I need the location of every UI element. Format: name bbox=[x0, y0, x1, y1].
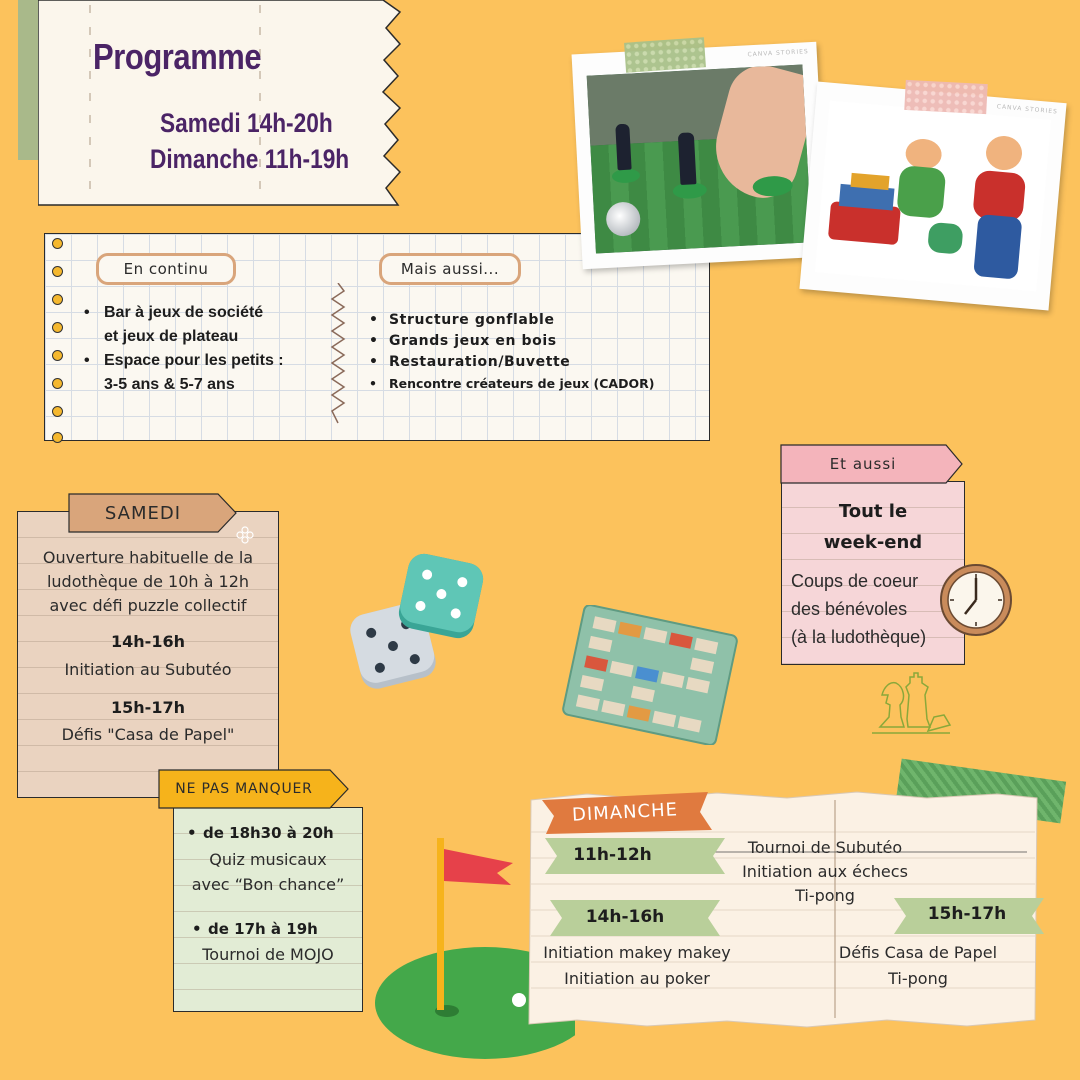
binder-holes bbox=[52, 236, 64, 441]
photo-cartoon bbox=[799, 82, 1066, 311]
sunday-tag bbox=[554, 789, 696, 834]
also-tag bbox=[379, 253, 521, 285]
washi-tape-pink bbox=[904, 80, 987, 114]
saturday-tag bbox=[68, 493, 218, 533]
list-item: • Structure gonflable bbox=[367, 310, 697, 331]
dont-miss-item-1 bbox=[185, 822, 360, 844]
photo-watermark: CANVA STORIES bbox=[996, 103, 1059, 116]
washi-tape-green bbox=[624, 37, 706, 73]
dont-miss-item-2 bbox=[190, 918, 360, 940]
continuous-list bbox=[82, 301, 332, 397]
photo-watermark: CANVA STORIES bbox=[747, 48, 809, 59]
list-item: • de 18h30 à 20h bbox=[185, 822, 360, 844]
dont-miss-tag bbox=[158, 769, 330, 809]
sunday-time-2: 14h-16h bbox=[585, 907, 665, 927]
also-list bbox=[367, 310, 697, 394]
saturday-activity-1: Initiation au Subutéo bbox=[64, 660, 232, 679]
list-item: • Rencontre créateurs de jeux (CADOR) bbox=[367, 373, 697, 394]
chess-pieces-icon bbox=[870, 665, 952, 737]
weekend-lines: Coups de coeur des bénévoles (à la ludothèque) bbox=[791, 571, 927, 647]
weekend-heading: Tout le week-end bbox=[823, 501, 923, 553]
sunday-time-1: 11h-12h bbox=[573, 845, 652, 865]
dont-miss-item-2-desc: Tournoi de MOJO bbox=[202, 945, 334, 964]
board-game-icon bbox=[560, 605, 740, 745]
dont-miss-item-1-desc: Quiz musicaux avec “Bon chance” bbox=[191, 850, 345, 894]
flower-doodle-icon bbox=[236, 526, 254, 544]
saturday-tag-label: SAMEDI bbox=[104, 502, 182, 524]
continuous-tag-label: En continu bbox=[123, 260, 209, 278]
zigzag-divider bbox=[330, 283, 346, 425]
sunday-activities-2: Initiation makey makey Initiation au poker bbox=[543, 943, 731, 988]
list-item: • Espace pour les petits : 3-5 ans & 5-7 ans bbox=[82, 349, 332, 397]
sunday-time-3: 15h-17h bbox=[927, 904, 1007, 924]
weekend-tag bbox=[780, 444, 946, 484]
continuous-tag bbox=[96, 253, 236, 285]
saturday-time-1: 14h-16h bbox=[111, 632, 185, 651]
saturday-hours: Samedi 14h-20h bbox=[160, 108, 333, 138]
dont-miss-tag-label: NE PAS MANQUER bbox=[175, 781, 313, 797]
header-paper bbox=[38, 0, 403, 210]
saturday-time-2: 15h-17h bbox=[111, 698, 185, 717]
golf-ball bbox=[512, 993, 526, 1007]
weekend-tag-label: Et aussi bbox=[829, 455, 897, 473]
sunday-activities-1: Tournoi de Subutéo Initiation aux échecs Ti-pong bbox=[742, 838, 908, 905]
list-item: • de 17h à 19h bbox=[190, 918, 360, 940]
page-title: Programme bbox=[93, 36, 262, 77]
also-tag-label: Mais aussi... bbox=[400, 260, 500, 278]
photo-subbuteo bbox=[572, 42, 828, 270]
list-item: • Bar à jeux de société et jeux de plateau bbox=[82, 301, 332, 349]
list-item: • Restauration/Buvette bbox=[367, 352, 697, 373]
list-item: • Grands jeux en bois bbox=[367, 331, 697, 352]
saturday-intro: Ouverture habituelle de la ludothèque de 10h à 12h avec défi puzzle collectif bbox=[42, 548, 254, 615]
sunday-hours: Dimanche 11h-19h bbox=[150, 144, 350, 174]
sunday-activities-3: Défis Casa de Papel Ti-pong bbox=[838, 943, 998, 988]
saturday-activity-2: Défis "Casa de Papel" bbox=[61, 725, 235, 744]
sunday-tag-label: DIMANCHE bbox=[571, 798, 679, 826]
clock-icon bbox=[938, 562, 1014, 638]
dice-icon bbox=[345, 550, 485, 692]
